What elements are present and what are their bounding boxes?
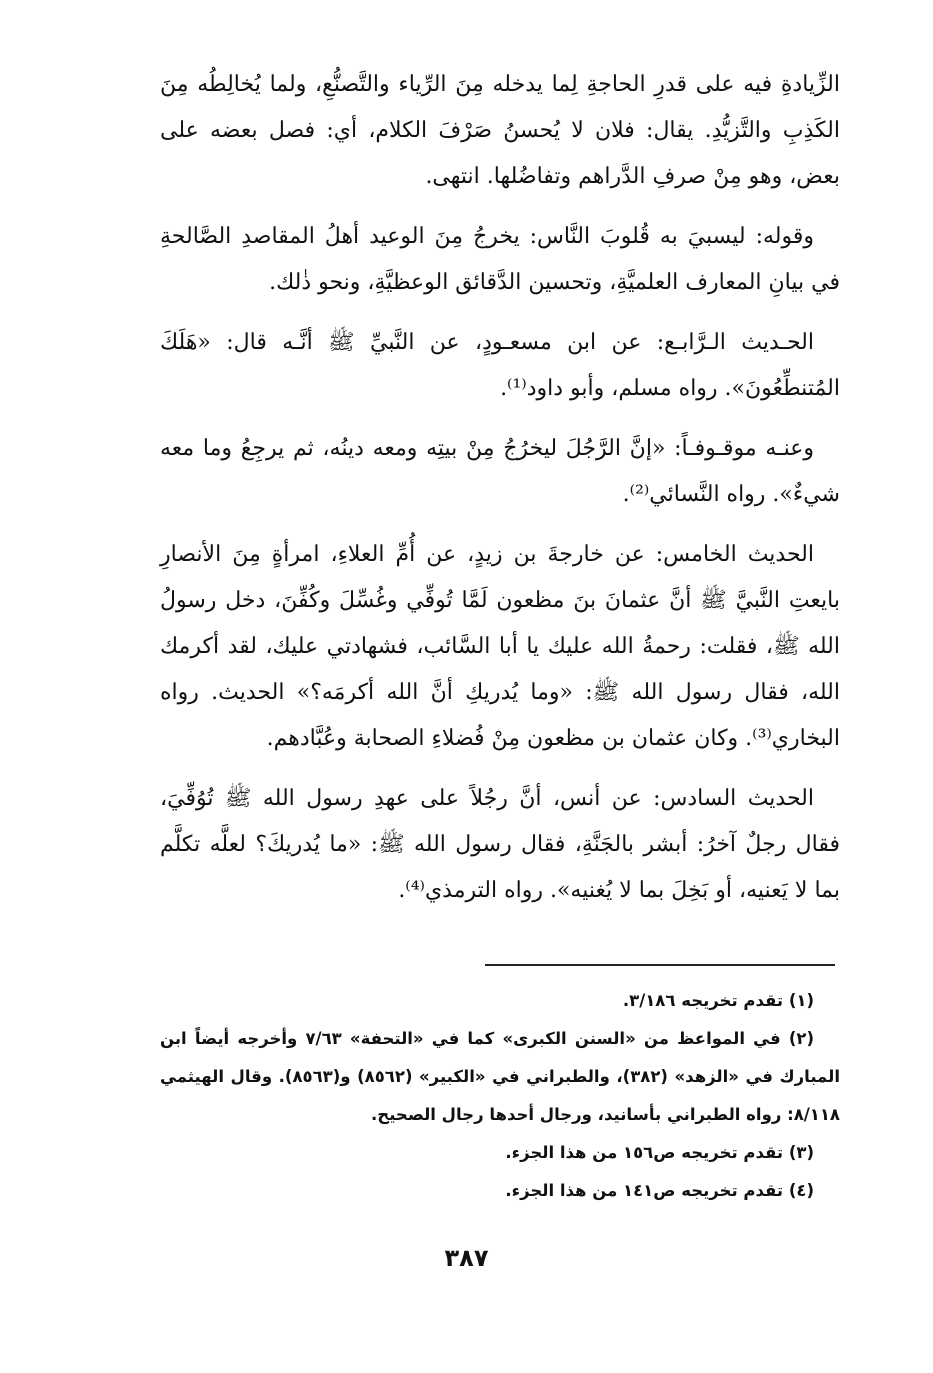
paragraph-commentary: وقوله: ليسبيَ به قُلوبَ النَّاس: يخرجُ مِنَ الوعيد أهلُ المقاصدِ الصَّالحةِ في بيانِ المعارف العلميَّةِ، وتحسين الدَّقائق الوعظيَّةِ، ونحو ذٰلك.: [160, 224, 840, 295]
main-text: [160, 62, 840, 928]
footnote-divider: [485, 964, 835, 966]
paragraph-hadith-4-mawquf: وعنـه موقـوفـاً: «إنَّ الرَّجُلَ ليخرُجُ مِنْ بيتِه ومعه دينُه، ثم يرجِعُ وما معه شيءٌ». رواه النَّسائي⁽²⁾.: [160, 436, 840, 507]
paragraph-hadith-6: الحديث السادس: عن أنس، أنَّ رجُلاً على عهدِ رسول الله ﷺ تُوُفِّيَ، فقال رجلٌ آخرُ: أبشر بالجَنَّةِ، فقال رسول الله ﷺ: «ما يُدريكَ؟ لعلَّه تكلَّم بما لا يَعنيه، أو بَخِلَ بما لا يُغنيه». رواه الترمذي⁽⁴⁾.: [160, 786, 840, 903]
footnote-1: (١) تقدم تخريجه ٣/١٨٦.: [622, 991, 814, 1010]
paragraph-hadith-5: الحديث الخامس: عن خارجةَ بن زيدٍ، عن أُمِّ العلاءِ، امرأةٍ مِنَ الأنصارِ بايعتِ النَّبيَّ ﷺ أنَّ عثمانَ بنَ مظعون لَمَّا تُوفِّي وغُسِّلَ وكُفِّنَ، دخل رسولُ الله ﷺ، فقلت: رحمةُ الله عليك يا أبا السَّائب، فشهادتي عليك، لقد أكرمك الله، فقال رسول الله ﷺ: «وما يُدريكِ أنَّ الله أكرمَه؟» الحديث. رواه البخاري⁽³⁾. وكان عثمان بن مظعون مِنْ فُضلاءِ الصحابة وعُبَّادهم.: [160, 542, 840, 751]
footnotes: [160, 982, 840, 1210]
page-number: ٣٨٧: [444, 1244, 489, 1272]
paragraph-continuation: الزِّيادةِ فيه على قدرِ الحاجةِ لِما يدخله مِنَ الرِّياء والتَّصنُّعِ، ولما يُخالِطُه مِنَ الكَذِبِ والتَّزيُّدِ. يقال: فلان لا يُحسنُ صَرْفَ الكلام، أي: فصل بعضه على بعض، وهو مِنْ صرفِ الدَّراهم وتفاضُلها. انتهى.: [160, 72, 840, 189]
footnote-2: (٢) في المواعظ من «السنن الكبرى» كما في «التحفة» ٧/٦٣ وأخرجه أيضاً ابن المبارك في «الزهد» (٣٨٢)، والطبراني في «الكبير» (٨٥٦٢) و(٨٥٦٣). وقال الهيثمي ٨/١١٨: رواه الطبراني بأسانيد، ورجال أحدها رجال الصحيح.: [160, 1029, 840, 1124]
footnote-4: (٤) تقدم تخريجه ص١٤١ من هذا الجزء.: [505, 1181, 814, 1200]
paragraph-hadith-4: الحـديث الـرَّابـع: عن ابن مسعـودٍ، عن النَّبيِّ ﷺ أنَّـه قال: «هَلَكَ المُتنطِّعُونَ». رواه مسلم، وأبو داود⁽¹⁾.: [160, 330, 840, 401]
footnote-3: (٣) تقدم تخريجه ص١٥٦ من هذا الجزء.: [505, 1143, 814, 1162]
